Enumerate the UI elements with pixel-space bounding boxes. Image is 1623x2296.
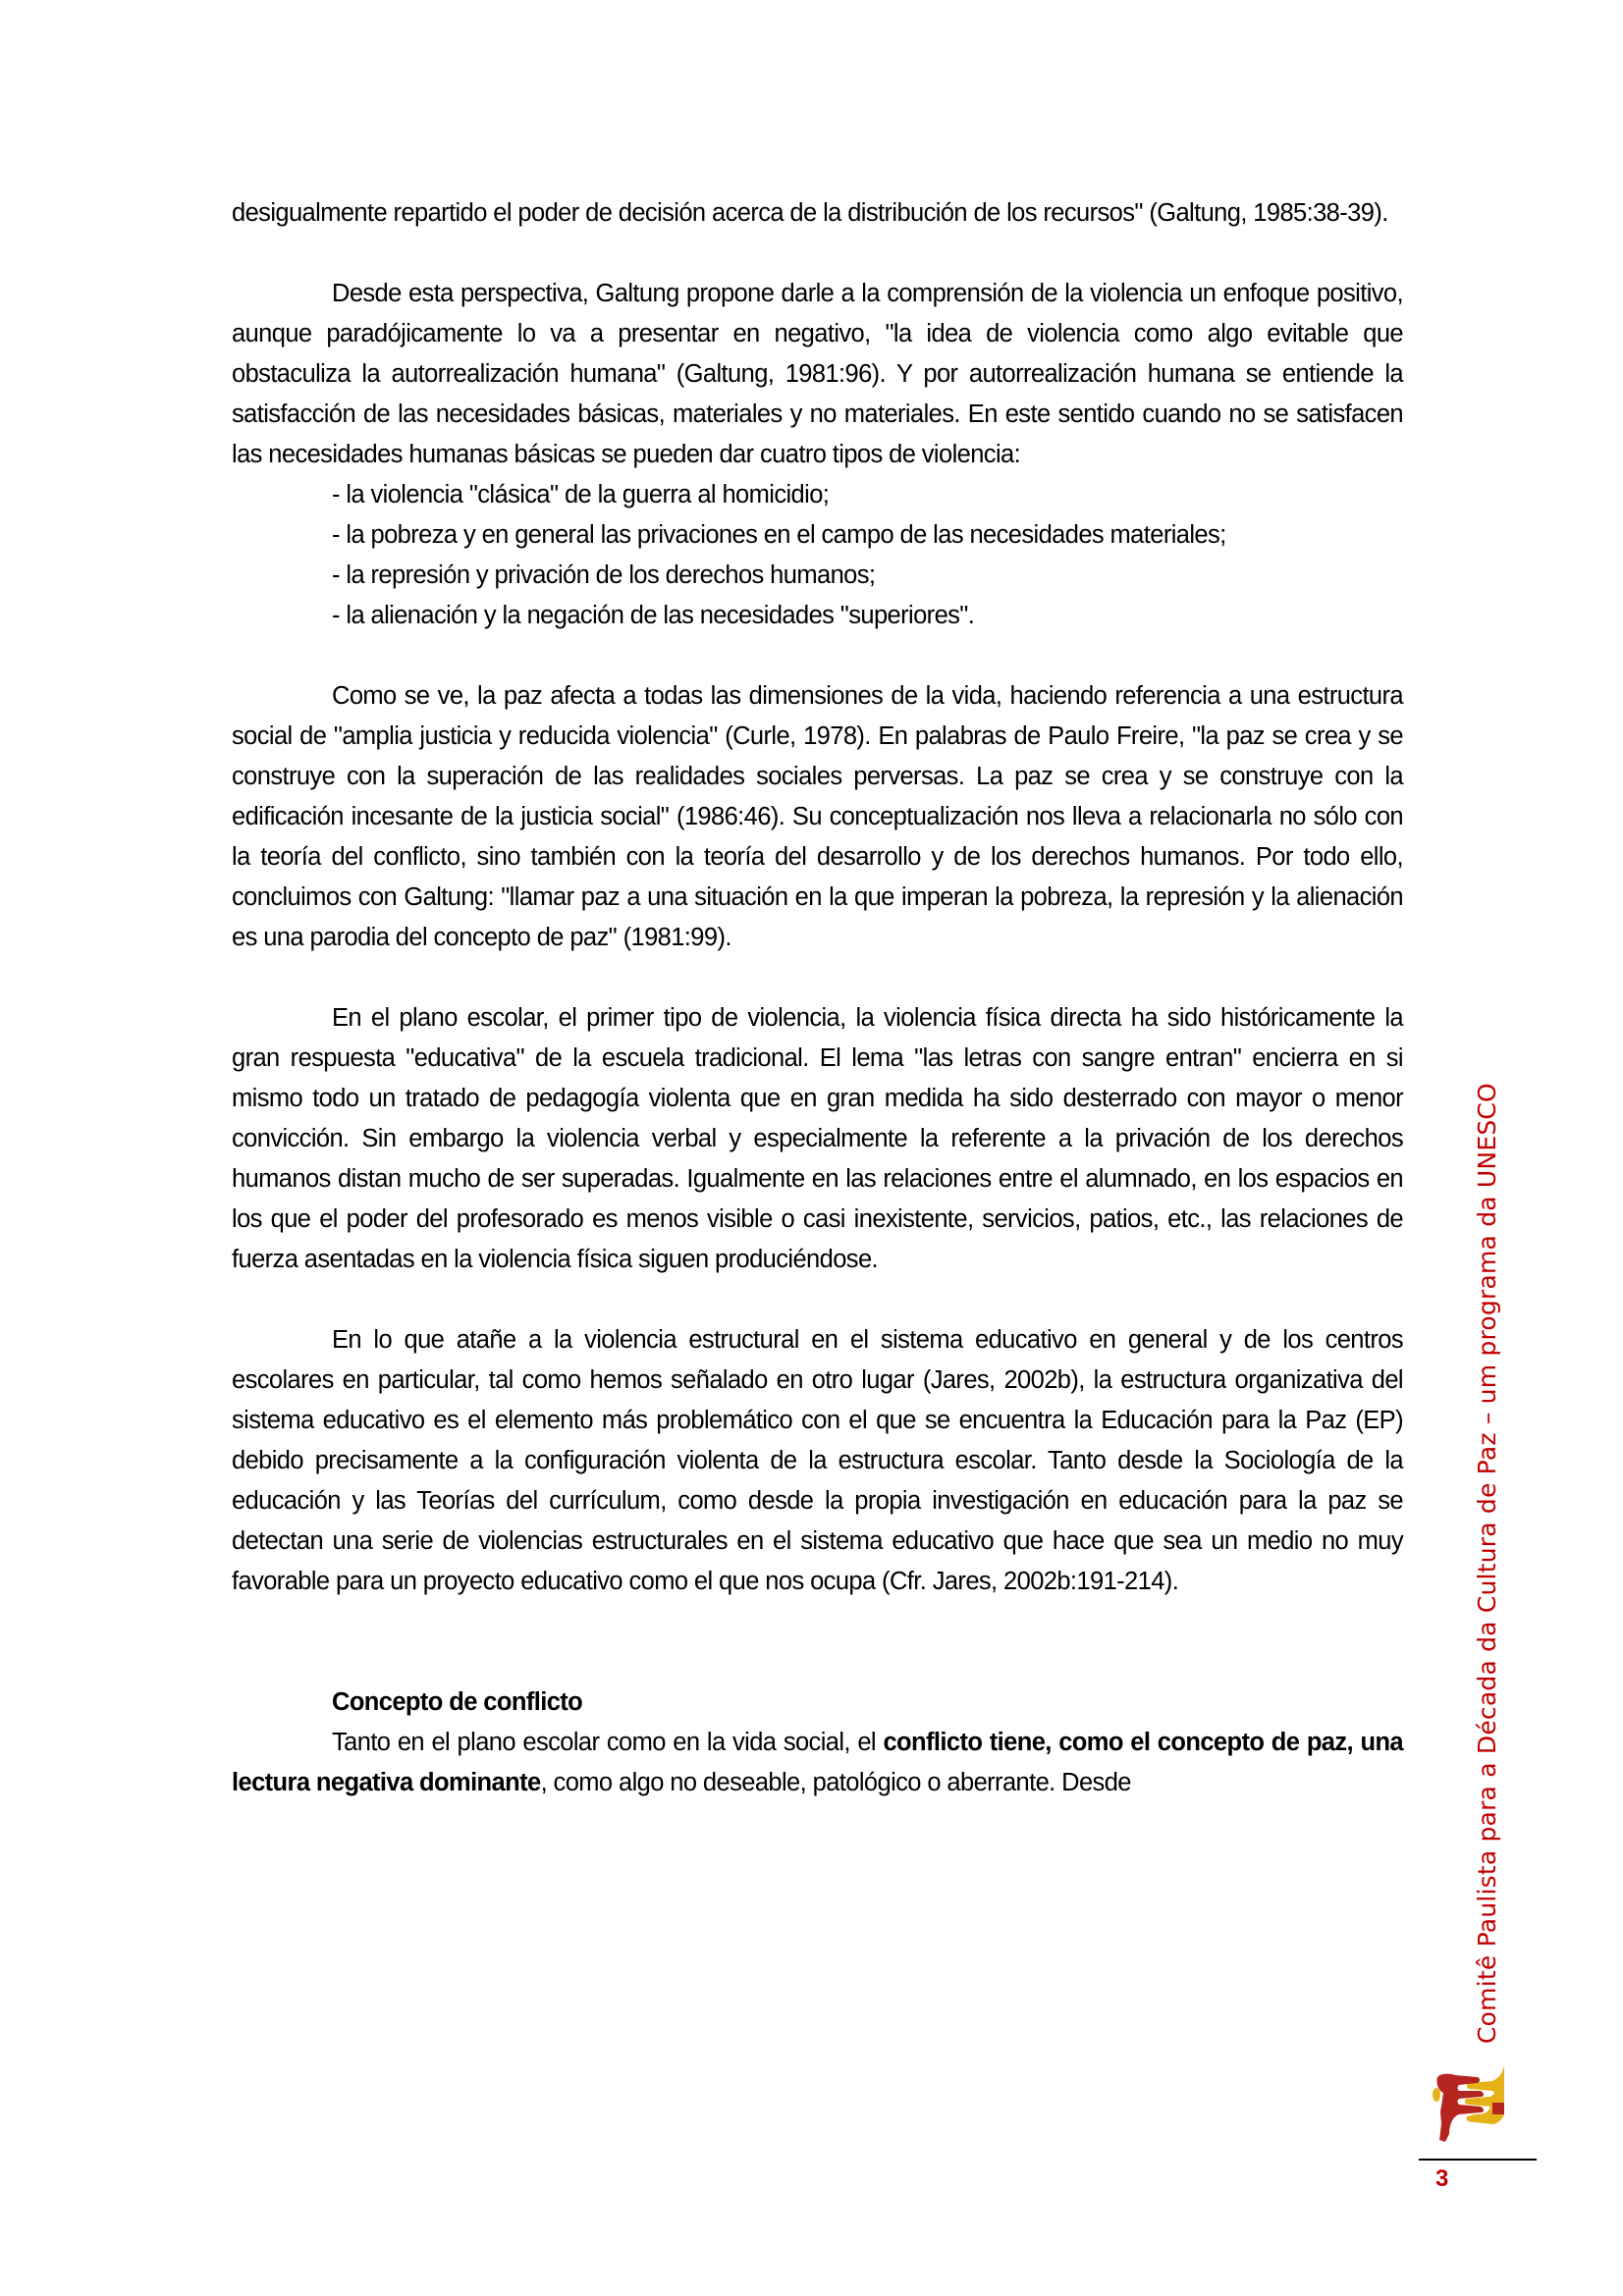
sidebar-vertical-caption: Comitê Paulista para a Década da Cultura de Paz – um programa da UNESCO	[1473, 1083, 1501, 2044]
spacer	[232, 636, 1403, 676]
paragraph-peace-dimensions: Como se ve, la paz afecta a todas las dimensiones de la vida, haciendo referencia a una estructura social de "amplia justicia y reducida violencia" (Curle, 1978). En palabras de Paulo Freire, "la paz se crea y se construye con la superación de las realidades sociales perversas. La paz se crea y se construye con la edificación incesante de la justicia social" (1986:46). Su conceptualización nos lleva a relacionarla no sólo con la teoría del conflicto, sino también con la teoría del desarrollo y de los derechos humanos. Por todo ello, concluimos con Galtung: "llamar paz a una situación en la que imperan la pobreza, la represión y la alienación es una parodia del concepto de paz" (1981:99).	[232, 682, 1403, 951]
spacer	[232, 958, 1403, 998]
list-item: - la pobreza y en general las privaciones en el campo de las necesidades materiales;	[332, 521, 1226, 549]
paragraph-structural-violence: En lo que atañe a la violencia estructural en el sistema educativo en general y de los centros escolares en particular, tal como hemos señalado en otro lugar (Jares, 2002b), la estructura organizativa del sistema educativo es el elemento más problemático con el que se encuentra la Educación para la Paz (EP) debido precisamente a la configuración violenta de la estructura escolar. Tanto desde la Sociología de la educación y las Teorías del currículum, como desde la propia investigación en educación para la paz se detectan una serie de violencias estructurales en el sistema educativo que hace que sea un medio no muy favorable para un proyecto educativo como el que nos ocupa (Cfr. Jares, 2002b:191-214).	[232, 1326, 1403, 1595]
paragraph-school-violence: En el plano escolar, el primer tipo de violencia, la violencia física directa ha sido históricamente la gran respuesta "educativa" de la escuela tradicional. El lema "las letras con sangre entran" encierra en si mismo todo un tratado de pedagogía violenta que en gran medida ha sido desterrado con mayor o menor convicción. Sin embargo la violencia verbal y especialmente la referente a la privación de los derechos humanos distan mucho de ser superadas. Igualmente en las relaciones entre el alumnado, en los espacios en los que el poder del profesorado es menos visible o casi inexistente, servicios, patios, etc., las relaciones de fuerza asentadas en la violencia física siguen produciéndose.	[232, 1004, 1403, 1273]
paragraph-conflict-concept	[232, 1723, 1403, 1803]
section-heading: Concepto de conflicto	[332, 1688, 583, 1716]
footer-divider	[1419, 2159, 1537, 2161]
list-item: - la represión y privación de los derechos humanos;	[332, 561, 876, 589]
spacer	[232, 1602, 1403, 1682]
paragraph-text: , como algo no deseable, patológico o aberrante. Desde	[540, 1769, 1131, 1796]
list-item: - la violencia "clásica" de la guerra al homicidio;	[332, 481, 830, 508]
spacer	[232, 1280, 1403, 1320]
list-item: - la alienación y la negación de las necesidades "superiores".	[332, 602, 975, 629]
violence-types-list	[232, 475, 1403, 636]
paragraph-galtung-perspective: Desde esta perspectiva, Galtung propone darle a la comprensión de la violencia un enfoque positivo, aunque paradójicamente lo va a presentar en negativo, "la idea de violencia como algo evitable que obstaculiza la autorrealización humana" (Galtung, 1981:96). Y por autorrealización humana se entiende la satisfacción de las necesidades básicas, materiales y no materiales. En este sentido cuando no se satisfacen las necesidades humanas básicas se pueden dar cuatro tipos de violencia:	[232, 280, 1403, 468]
bold-emphasis: conflicto tiene, como el concepto de paz, una lectura negativa dominante	[232, 1729, 1404, 1796]
spacer	[232, 234, 1403, 274]
paragraph-continuation: desigualmente repartido el poder de decisión acerca de la distribución de los recursos" (Galtung, 1985:38-39).	[232, 199, 1388, 227]
body-text	[232, 193, 1403, 1803]
paragraph-text: Tanto en el plano escolar como en la vida social, el	[332, 1729, 884, 1756]
page-number: 3	[1435, 2165, 1449, 2192]
clasped-hands-logo-icon	[1432, 2063, 1510, 2144]
